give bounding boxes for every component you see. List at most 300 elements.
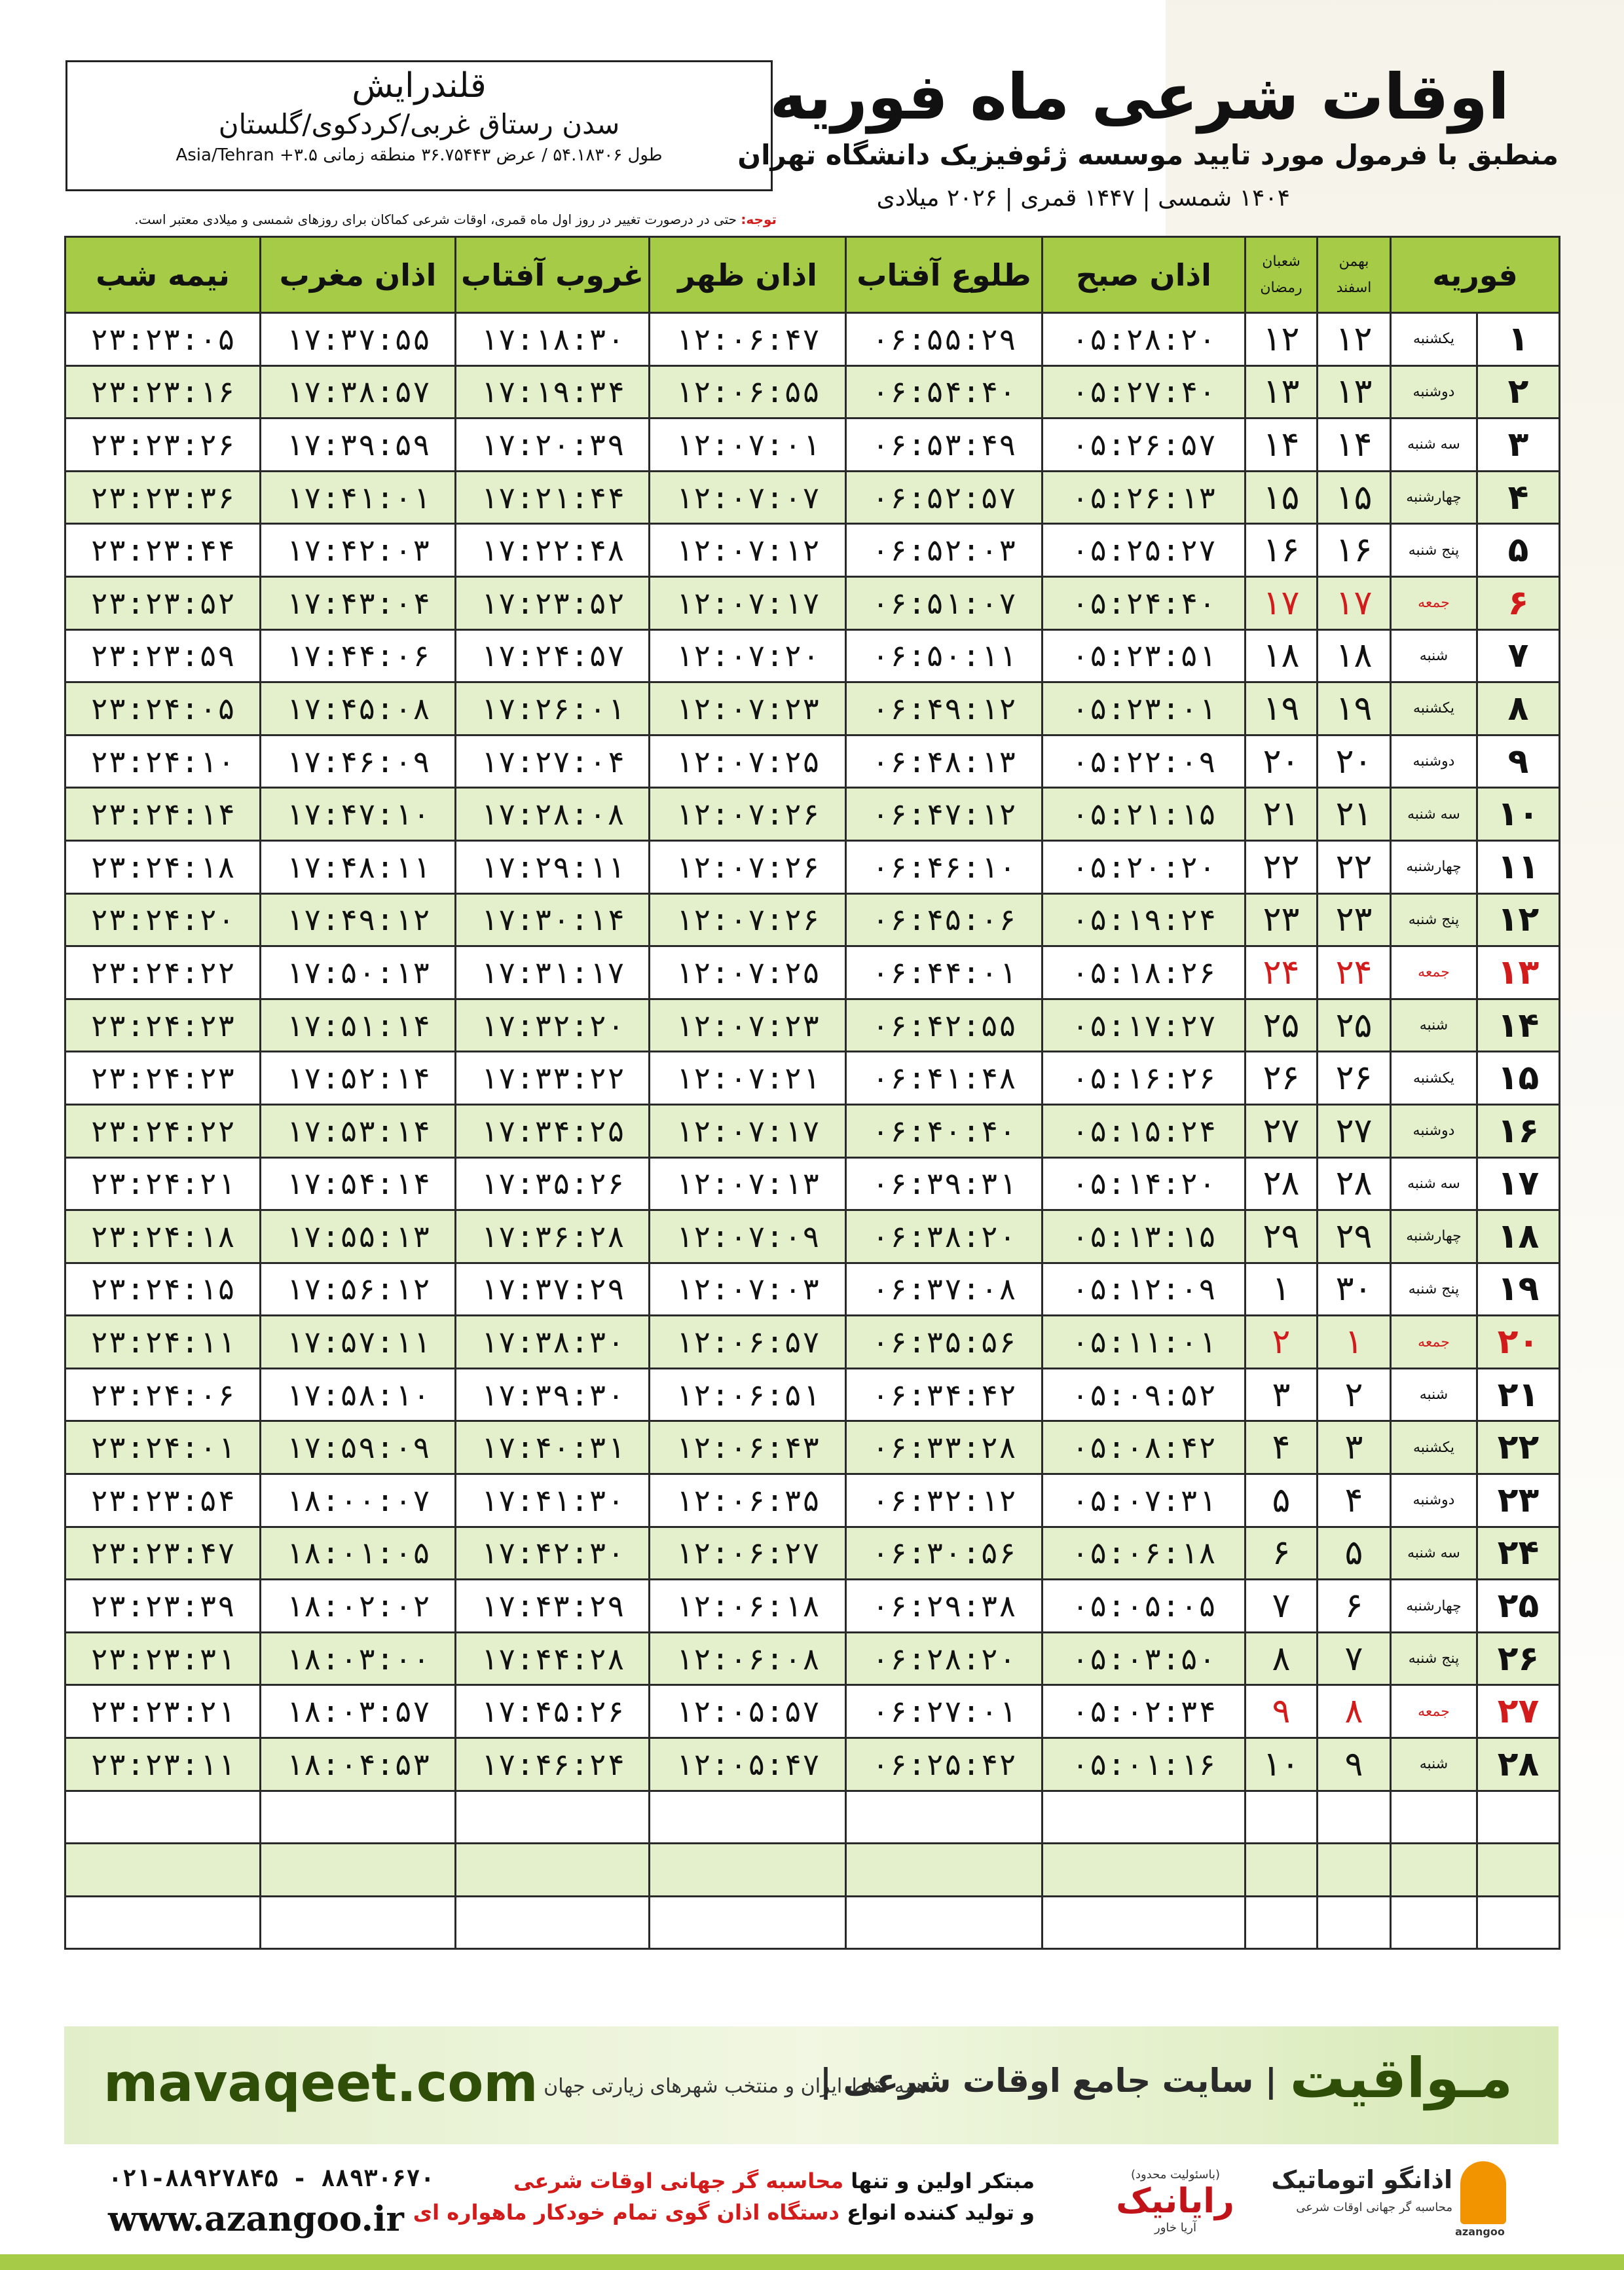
day-cell: ۲۸ — [1477, 1738, 1560, 1791]
azangoo-name: اذانگو اتوماتیک — [1271, 2165, 1452, 2194]
weekday-cell: شنبه — [1391, 1738, 1477, 1791]
fajr-cell: ۰۵:۲۳:۰۱ — [1043, 682, 1246, 735]
dhuhr-cell: ۱۲:۰۷:۰۱ — [650, 419, 846, 472]
shamsi-day-cell: ۲۷ — [1318, 1104, 1391, 1157]
maghrib-cell: ۱۷:۵۳:۱۴ — [261, 1104, 456, 1157]
midnight-cell: ۲۳:۲۴:۱۴ — [65, 788, 261, 841]
table-row — [65, 1368, 1560, 1421]
shamsi-day-cell — [1318, 1896, 1391, 1949]
midnight-cell: ۲۳:۲۴:۲۳ — [65, 1052, 261, 1105]
rayanik-name: رایانیک — [1116, 2182, 1234, 2221]
weekday-cell: چهارشنبه — [1391, 1580, 1477, 1633]
day-cell: ۱۷ — [1477, 1157, 1560, 1210]
day-cell — [1477, 1896, 1560, 1949]
dhuhr-cell: ۱۲:۰۶:۰۸ — [650, 1632, 846, 1685]
azangoo-logo — [1271, 2161, 1506, 2240]
table-row — [65, 893, 1560, 946]
sunrise-cell: ۰۶:۵۲:۰۳ — [846, 524, 1043, 577]
fajr-cell: ۰۵:۰۷:۳۱ — [1043, 1474, 1246, 1527]
fajr-cell: ۰۵:۲۶:۵۷ — [1043, 419, 1246, 472]
shamsi-day-cell: ۷ — [1318, 1632, 1391, 1685]
dhuhr-cell: ۱۲:۰۷:۲۳ — [650, 682, 846, 735]
azangoo-sub: محاسبه گر جهانی اوقات شرعی — [1296, 2201, 1452, 2214]
weekday-cell: پنج شنبه — [1391, 524, 1477, 577]
hijri-day-cell: ۲۵ — [1246, 999, 1318, 1052]
midnight-cell: ۲۳:۲۴:۱۰ — [65, 735, 261, 788]
sunset-cell: ۱۷:۳۰:۱۴ — [456, 893, 650, 946]
midnight-cell: ۲۳:۲۳:۰۵ — [65, 313, 261, 366]
header-hijri-top: شعبان — [1262, 253, 1301, 270]
day-cell: ۳ — [1477, 419, 1560, 472]
sunrise-cell: ۰۶:۳۳:۲۸ — [846, 1421, 1043, 1474]
midnight-cell: ۲۳:۲۳:۳۹ — [65, 1580, 261, 1633]
sunrise-cell: ۰۶:۳۲:۱۲ — [846, 1474, 1043, 1527]
dhuhr-cell: ۱۲:۰۷:۱۷ — [650, 1104, 846, 1157]
hijri-day-cell: ۱۳ — [1246, 365, 1318, 419]
table-header-row — [65, 237, 1560, 313]
dhuhr-cell: ۱۲:۰۷:۲۶ — [650, 788, 846, 841]
dhuhr-cell: ۱۲:۰۶:۴۳ — [650, 1421, 846, 1474]
maghrib-cell — [261, 1791, 456, 1844]
sunrise-cell: ۰۶:۴۶:۱۰ — [846, 840, 1043, 893]
fajr-cell — [1043, 1844, 1246, 1897]
shamsi-day-cell: ۸ — [1318, 1685, 1391, 1738]
table-row — [65, 1527, 1560, 1580]
shamsi-day-cell: ۱۵ — [1318, 471, 1391, 524]
sunrise-cell: ۰۶:۲۹:۳۸ — [846, 1580, 1043, 1633]
azangoo-mark-label: azangoo — [1455, 2225, 1505, 2238]
day-cell: ۲۰ — [1477, 1316, 1560, 1369]
table-row — [65, 524, 1560, 577]
dhuhr-cell: ۱۲:۰۷:۲۶ — [650, 893, 846, 946]
hijri-day-cell: ۶ — [1246, 1527, 1318, 1580]
hijri-day-cell: ۱۶ — [1246, 524, 1318, 577]
hijri-day-cell: ۲۱ — [1246, 788, 1318, 841]
day-cell: ۱۹ — [1477, 1263, 1560, 1316]
sunset-cell: ۱۷:۳۷:۲۹ — [456, 1263, 650, 1316]
shamsi-day-cell: ۲۱ — [1318, 788, 1391, 841]
page-title: اوقات شرعی ماه فوریه — [769, 60, 1509, 134]
weekday-cell: سه شنبه — [1391, 788, 1477, 841]
maghrib-cell: ۱۷:۴۶:۰۹ — [261, 735, 456, 788]
maghrib-cell: ۱۷:۵۷:۱۱ — [261, 1316, 456, 1369]
sunset-cell — [456, 1791, 650, 1844]
midnight-cell: ۲۳:۲۳:۲۶ — [65, 419, 261, 472]
shamsi-day-cell: ۱۶ — [1318, 524, 1391, 577]
dhuhr-cell: ۱۲:۰۶:۵۱ — [650, 1368, 846, 1421]
sunset-cell: ۱۷:۳۳:۲۲ — [456, 1052, 650, 1105]
maghrib-cell: ۱۸:۰۳:۰۰ — [261, 1632, 456, 1685]
dhuhr-cell: ۱۲:۰۶:۵۷ — [650, 1316, 846, 1369]
table-row — [65, 1474, 1560, 1527]
table-row — [65, 629, 1560, 682]
rayanik-logo — [1116, 2168, 1234, 2233]
sunset-cell: ۱۷:۱۹:۳۴ — [456, 365, 650, 419]
sunrise-cell: ۰۶:۵۱:۰۷ — [846, 576, 1043, 629]
fajr-cell: ۰۵:۰۵:۰۵ — [1043, 1580, 1246, 1633]
sunrise-cell: ۰۶:۲۷:۰۱ — [846, 1685, 1043, 1738]
credit-2a: و تولید کننده انواع — [839, 2200, 1035, 2225]
header-shamsi-top: بهمن — [1338, 253, 1369, 270]
notice — [63, 212, 777, 227]
sunset-cell: ۱۷:۴۴:۲۸ — [456, 1632, 650, 1685]
shamsi-day-cell: ۱۲ — [1318, 313, 1391, 366]
sunset-cell: ۱۷:۳۴:۲۵ — [456, 1104, 650, 1157]
shamsi-day-cell: ۲۹ — [1318, 1210, 1391, 1263]
midnight-cell: ۲۳:۲۳:۴۷ — [65, 1527, 261, 1580]
sunset-cell: ۱۷:۲۴:۵۷ — [456, 629, 650, 682]
table-row — [65, 682, 1560, 735]
hijri-day-cell: ۲۲ — [1246, 840, 1318, 893]
phone-number: ۰۲۱-۸۸۹۲۷۸۴۵ - ۸۸۹۳۰۶۷۰ — [108, 2165, 435, 2192]
dhuhr-cell: ۱۲:۰۷:۱۲ — [650, 524, 846, 577]
table-row — [65, 1263, 1560, 1316]
sunset-cell: ۱۷:۴۵:۲۶ — [456, 1685, 650, 1738]
hijri-day-cell — [1246, 1844, 1318, 1897]
weekday-cell: پنج شنبه — [1391, 893, 1477, 946]
midnight-cell: ۲۳:۲۳:۵۹ — [65, 629, 261, 682]
hijri-day-cell — [1246, 1896, 1318, 1949]
fajr-cell: ۰۵:۱۲:۰۹ — [1043, 1263, 1246, 1316]
day-cell: ۲۳ — [1477, 1474, 1560, 1527]
midnight-cell: ۲۳:۲۳:۱۱ — [65, 1738, 261, 1791]
day-cell: ۲ — [1477, 365, 1560, 419]
maghrib-cell: ۱۷:۵۶:۱۲ — [261, 1263, 456, 1316]
maghrib-cell: ۱۷:۵۰:۱۳ — [261, 946, 456, 999]
weekday-cell: سه شنبه — [1391, 1527, 1477, 1580]
shamsi-day-cell: ۳ — [1318, 1421, 1391, 1474]
maghrib-cell: ۱۷:۵۵:۱۳ — [261, 1210, 456, 1263]
credit-line-2 — [413, 2197, 1035, 2228]
table-row — [65, 471, 1560, 524]
day-cell: ۱۸ — [1477, 1210, 1560, 1263]
dhuhr-cell: ۱۲:۰۶:۳۵ — [650, 1474, 846, 1527]
dhuhr-cell: ۱۲:۰۷:۰۷ — [650, 471, 846, 524]
shamsi-day-cell: ۲۸ — [1318, 1157, 1391, 1210]
sunrise-cell: ۰۶:۳۹:۳۱ — [846, 1157, 1043, 1210]
maghrib-cell: ۱۷:۴۵:۰۸ — [261, 682, 456, 735]
hijri-day-cell: ۲۹ — [1246, 1210, 1318, 1263]
day-cell: ۱۲ — [1477, 893, 1560, 946]
table-row — [65, 1896, 1560, 1949]
sunrise-cell: ۰۶:۵۵:۲۹ — [846, 313, 1043, 366]
weekday-cell — [1391, 1896, 1477, 1949]
table-row — [65, 576, 1560, 629]
sunrise-cell: ۰۶:۳۴:۴۲ — [846, 1368, 1043, 1421]
weekday-cell: پنج شنبه — [1391, 1632, 1477, 1685]
weekday-cell: شنبه — [1391, 629, 1477, 682]
hijri-day-cell: ۹ — [1246, 1685, 1318, 1738]
weekday-cell: سه شنبه — [1391, 419, 1477, 472]
fajr-cell: ۰۵:۱۷:۲۷ — [1043, 999, 1246, 1052]
weekday-cell: دوشنبه — [1391, 1474, 1477, 1527]
sunset-cell: ۱۷:۲۲:۴۸ — [456, 524, 650, 577]
table-row — [65, 999, 1560, 1052]
fajr-cell: ۰۵:۱۵:۲۴ — [1043, 1104, 1246, 1157]
site-tagline: | سایت جامع اوقات شرعی | — [819, 2062, 1277, 2100]
fajr-cell: ۰۵:۲۲:۰۹ — [1043, 735, 1246, 788]
shamsi-day-cell: ۲۵ — [1318, 999, 1391, 1052]
midnight-cell: ۲۳:۲۴:۲۲ — [65, 946, 261, 999]
midnight-cell: ۲۳:۲۴:۰۶ — [65, 1368, 261, 1421]
maghrib-cell: ۱۸:۰۳:۵۷ — [261, 1685, 456, 1738]
table-row — [65, 1685, 1560, 1738]
table-row — [65, 1157, 1560, 1210]
sunrise-cell: ۰۶:۵۳:۴۹ — [846, 419, 1043, 472]
hijri-day-cell: ۲۰ — [1246, 735, 1318, 788]
midnight-cell — [65, 1844, 261, 1897]
fajr-cell: ۰۵:۰۲:۳۴ — [1043, 1685, 1246, 1738]
sunset-cell: ۱۷:۴۲:۳۰ — [456, 1527, 650, 1580]
credit-text — [413, 2165, 1035, 2228]
credit-line-1 — [413, 2165, 1035, 2197]
location-region: سدن رستاق غربی/کردکوی/گلستان — [218, 108, 620, 140]
site-description: همه نقاط ایران و منتخب شهرهای زیارتی جهان — [544, 2075, 927, 2098]
table-row — [65, 1580, 1560, 1633]
sunset-cell: ۱۷:۲۳:۵۲ — [456, 576, 650, 629]
weekday-cell — [1391, 1844, 1477, 1897]
sunset-cell: ۱۷:۲۰:۳۹ — [456, 419, 650, 472]
sunset-cell: ۱۷:۴۱:۳۰ — [456, 1474, 650, 1527]
day-cell: ۱۰ — [1477, 788, 1560, 841]
sunset-cell: ۱۷:۲۷:۰۴ — [456, 735, 650, 788]
sunset-cell: ۱۷:۲۹:۱۱ — [456, 840, 650, 893]
table-row — [65, 1632, 1560, 1685]
shamsi-day-cell: ۱ — [1318, 1316, 1391, 1369]
day-cell: ۱۵ — [1477, 1052, 1560, 1105]
fajr-cell: ۰۵:۲۸:۲۰ — [1043, 313, 1246, 366]
shamsi-day-cell: ۲۶ — [1318, 1052, 1391, 1105]
sunset-cell: ۱۷:۳۱:۱۷ — [456, 946, 650, 999]
weekday-cell: دوشنبه — [1391, 365, 1477, 419]
midnight-cell: ۲۳:۲۳:۱۶ — [65, 365, 261, 419]
midnight-cell: ۲۳:۲۴:۲۳ — [65, 999, 261, 1052]
hijri-day-cell: ۲۷ — [1246, 1104, 1318, 1157]
sunrise-cell: ۰۶:۴۸:۱۳ — [846, 735, 1043, 788]
table-row — [65, 419, 1560, 472]
shamsi-day-cell: ۲ — [1318, 1368, 1391, 1421]
table-row — [65, 313, 1560, 366]
sunrise-cell: ۰۶:۲۵:۴۲ — [846, 1738, 1043, 1791]
dhuhr-cell: ۱۲:۰۷:۲۵ — [650, 735, 846, 788]
header-fajr: اذان صبح — [1043, 237, 1246, 313]
midnight-cell: ۲۳:۲۳:۲۱ — [65, 1685, 261, 1738]
weekday-cell: شنبه — [1391, 1368, 1477, 1421]
shamsi-day-cell: ۹ — [1318, 1738, 1391, 1791]
midnight-cell: ۲۳:۲۳:۴۴ — [65, 524, 261, 577]
maghrib-cell — [261, 1896, 456, 1949]
sunset-cell: ۱۷:۳۸:۳۰ — [456, 1316, 650, 1369]
dhuhr-cell: ۱۲:۰۷:۰۹ — [650, 1210, 846, 1263]
table-row — [65, 1844, 1560, 1897]
hijri-day-cell: ۱۴ — [1246, 419, 1318, 472]
table-body — [65, 313, 1560, 1949]
weekday-cell: جمعه — [1391, 1685, 1477, 1738]
day-cell: ۲۷ — [1477, 1685, 1560, 1738]
shamsi-day-cell: ۱۴ — [1318, 419, 1391, 472]
day-cell — [1477, 1844, 1560, 1897]
sunrise-cell: ۰۶:۴۷:۱۲ — [846, 788, 1043, 841]
table-row — [65, 946, 1560, 999]
table-row — [65, 1316, 1560, 1369]
fajr-cell: ۰۵:۰۸:۴۲ — [1043, 1421, 1246, 1474]
dhuhr-cell: ۱۲:۰۷:۱۳ — [650, 1157, 846, 1210]
day-cell: ۲۱ — [1477, 1368, 1560, 1421]
fajr-cell: ۰۵:۱۹:۲۴ — [1043, 893, 1246, 946]
notice-label: توجه: — [741, 212, 777, 227]
midnight-cell: ۲۳:۲۴:۱۱ — [65, 1316, 261, 1369]
fajr-cell: ۰۵:۱۳:۱۵ — [1043, 1210, 1246, 1263]
weekday-cell: یکشنبه — [1391, 313, 1477, 366]
shamsi-day-cell: ۴ — [1318, 1474, 1391, 1527]
sunrise-cell: ۰۶:۲۸:۲۰ — [846, 1632, 1043, 1685]
shamsi-day-cell: ۲۲ — [1318, 840, 1391, 893]
shamsi-day-cell: ۵ — [1318, 1527, 1391, 1580]
credit-1a: مبتکر اولین و تنها — [843, 2168, 1035, 2193]
table-row — [65, 840, 1560, 893]
header-hijri — [1246, 237, 1318, 313]
midnight-cell: ۲۳:۲۳:۵۲ — [65, 576, 261, 629]
sunset-cell: ۱۷:۴۰:۳۱ — [456, 1421, 650, 1474]
fajr-cell: ۰۵:۲۴:۴۰ — [1043, 576, 1246, 629]
date-line: ۱۴۰۴ شمسی | ۱۴۴۷ قمری | ۲۰۲۶ میلادی — [876, 185, 1290, 212]
sunset-cell: ۱۷:۲۱:۴۴ — [456, 471, 650, 524]
shamsi-day-cell: ۳۰ — [1318, 1263, 1391, 1316]
fajr-cell: ۰۵:۰۳:۵۰ — [1043, 1632, 1246, 1685]
header-shamsi — [1318, 237, 1391, 313]
header-midnight: نیمه شب — [65, 237, 261, 313]
dhuhr-cell: ۱۲:۰۵:۵۷ — [650, 1685, 846, 1738]
sunset-cell: ۱۷:۲۶:۰۱ — [456, 682, 650, 735]
weekday-cell: جمعه — [1391, 1316, 1477, 1369]
hijri-day-cell: ۱۰ — [1246, 1738, 1318, 1791]
sunrise-cell: ۰۶:۵۰:۱۱ — [846, 629, 1043, 682]
shamsi-day-cell: ۱۸ — [1318, 629, 1391, 682]
maghrib-cell: ۱۷:۴۴:۰۶ — [261, 629, 456, 682]
maghrib-cell: ۱۷:۴۳:۰۴ — [261, 576, 456, 629]
dhuhr-cell: ۱۲:۰۷:۲۳ — [650, 999, 846, 1052]
day-cell — [1477, 1791, 1560, 1844]
table-row — [65, 1210, 1560, 1263]
table-row — [65, 1738, 1560, 1791]
dhuhr-cell: ۱۲:۰۶:۵۵ — [650, 365, 846, 419]
day-cell: ۲۴ — [1477, 1527, 1560, 1580]
midnight-cell — [65, 1791, 261, 1844]
day-cell: ۵ — [1477, 524, 1560, 577]
fajr-cell: ۰۵:۲۱:۱۵ — [1043, 788, 1246, 841]
sunrise-cell: ۰۶:۵۲:۵۷ — [846, 471, 1043, 524]
hijri-day-cell: ۲۳ — [1246, 893, 1318, 946]
sunrise-cell: ۰۶:۴۵:۰۶ — [846, 893, 1043, 946]
day-cell: ۷ — [1477, 629, 1560, 682]
hijri-day-cell: ۲۴ — [1246, 946, 1318, 999]
header-dhuhr: اذان ظهر — [650, 237, 846, 313]
dhuhr-cell: ۱۲:۰۷:۱۷ — [650, 576, 846, 629]
sunrise-cell — [846, 1896, 1043, 1949]
fajr-cell: ۰۵:۱۸:۲۶ — [1043, 946, 1246, 999]
fajr-cell — [1043, 1791, 1246, 1844]
notice-text: حتی در درصورت تغییر در روز اول ماه قمری، اوقات شرعی کماکان برای روزهای شمسی و میلادی معتبر است. — [134, 212, 737, 227]
maghrib-cell: ۱۷:۴۸:۱۱ — [261, 840, 456, 893]
weekday-cell: چهارشنبه — [1391, 1210, 1477, 1263]
maghrib-cell: ۱۸:۰۰:۰۷ — [261, 1474, 456, 1527]
sunrise-cell: ۰۶:۳۰:۵۶ — [846, 1527, 1043, 1580]
sunrise-cell — [846, 1791, 1043, 1844]
maghrib-cell: ۱۷:۴۱:۰۱ — [261, 471, 456, 524]
rayanik-small: (باسئولیت محدود) — [1130, 2168, 1221, 2182]
day-cell: ۲۶ — [1477, 1632, 1560, 1685]
hijri-day-cell: ۵ — [1246, 1474, 1318, 1527]
day-cell: ۲۲ — [1477, 1421, 1560, 1474]
sunrise-cell: ۰۶:۴۱:۴۸ — [846, 1052, 1043, 1105]
midnight-cell — [65, 1896, 261, 1949]
maghrib-cell: ۱۷:۳۹:۵۹ — [261, 419, 456, 472]
sunrise-cell: ۰۶:۴۰:۴۰ — [846, 1104, 1043, 1157]
weekday-cell: چهارشنبه — [1391, 840, 1477, 893]
times-table — [64, 236, 1560, 1950]
site-url-link[interactable]: mavaqeet.com — [103, 2053, 538, 2113]
maghrib-cell: ۱۷:۴۲:۰۳ — [261, 524, 456, 577]
sunrise-cell: ۰۶:۳۸:۲۰ — [846, 1210, 1043, 1263]
site-logo-text: مـواقیت — [1289, 2046, 1513, 2110]
table-row — [65, 1104, 1560, 1157]
weekday-cell: دوشنبه — [1391, 1104, 1477, 1157]
sunset-cell: ۱۷:۲۸:۰۸ — [456, 788, 650, 841]
location-coords: طول ۵۴.۱۸۳۰۶ / عرض ۳۶.۷۵۴۴۳ منطقه زمانی ۳.۵+ Asia/Tehran — [175, 145, 663, 165]
rayanik-sub: آریا خاور — [1154, 2221, 1196, 2235]
hijri-day-cell: ۸ — [1246, 1632, 1318, 1685]
sunrise-cell: ۰۶:۵۴:۴۰ — [846, 365, 1043, 419]
midnight-cell: ۲۳:۲۳:۵۴ — [65, 1474, 261, 1527]
sunrise-cell — [846, 1844, 1043, 1897]
azangoo-url-link[interactable]: www.azangoo.ir — [108, 2199, 404, 2239]
sunrise-cell: ۰۶:۳۵:۵۶ — [846, 1316, 1043, 1369]
day-cell: ۹ — [1477, 735, 1560, 788]
weekday-cell: چهارشنبه — [1391, 471, 1477, 524]
weekday-cell: جمعه — [1391, 946, 1477, 999]
midnight-cell: ۲۳:۲۴:۱۸ — [65, 840, 261, 893]
midnight-cell: ۲۳:۲۳:۳۶ — [65, 471, 261, 524]
fajr-cell: ۰۵:۰۱:۱۶ — [1043, 1738, 1246, 1791]
bottom-bar — [0, 2254, 1624, 2270]
hijri-day-cell: ۲۸ — [1246, 1157, 1318, 1210]
sunset-cell: ۱۷:۱۸:۳۰ — [456, 313, 650, 366]
location-name: قلندرایش — [352, 66, 487, 105]
weekday-cell: یکشنبه — [1391, 1052, 1477, 1105]
sunset-cell: ۱۷:۳۲:۲۰ — [456, 999, 650, 1052]
dhuhr-cell — [650, 1791, 846, 1844]
table-row — [65, 1791, 1560, 1844]
azangoo-mark-icon — [1460, 2161, 1506, 2224]
mavaqeet-banner — [64, 2026, 1559, 2144]
dhuhr-cell: ۱۲:۰۶:۱۸ — [650, 1580, 846, 1633]
maghrib-cell: ۱۷:۵۲:۱۴ — [261, 1052, 456, 1105]
prayer-times-table — [64, 236, 1559, 1950]
hijri-day-cell: ۲ — [1246, 1316, 1318, 1369]
midnight-cell: ۲۳:۲۴:۱۵ — [65, 1263, 261, 1316]
hijri-day-cell: ۱۲ — [1246, 313, 1318, 366]
midnight-cell: ۲۳:۲۴:۲۲ — [65, 1104, 261, 1157]
shamsi-day-cell: ۱۳ — [1318, 365, 1391, 419]
day-cell: ۱۳ — [1477, 946, 1560, 999]
header-feb: فوریه — [1391, 237, 1560, 313]
maghrib-cell: ۱۸:۰۱:۰۵ — [261, 1527, 456, 1580]
shamsi-day-cell: ۱۹ — [1318, 682, 1391, 735]
shamsi-day-cell: ۲۳ — [1318, 893, 1391, 946]
fajr-cell: ۰۵:۲۵:۲۷ — [1043, 524, 1246, 577]
weekday-cell — [1391, 1791, 1477, 1844]
day-cell: ۱۱ — [1477, 840, 1560, 893]
